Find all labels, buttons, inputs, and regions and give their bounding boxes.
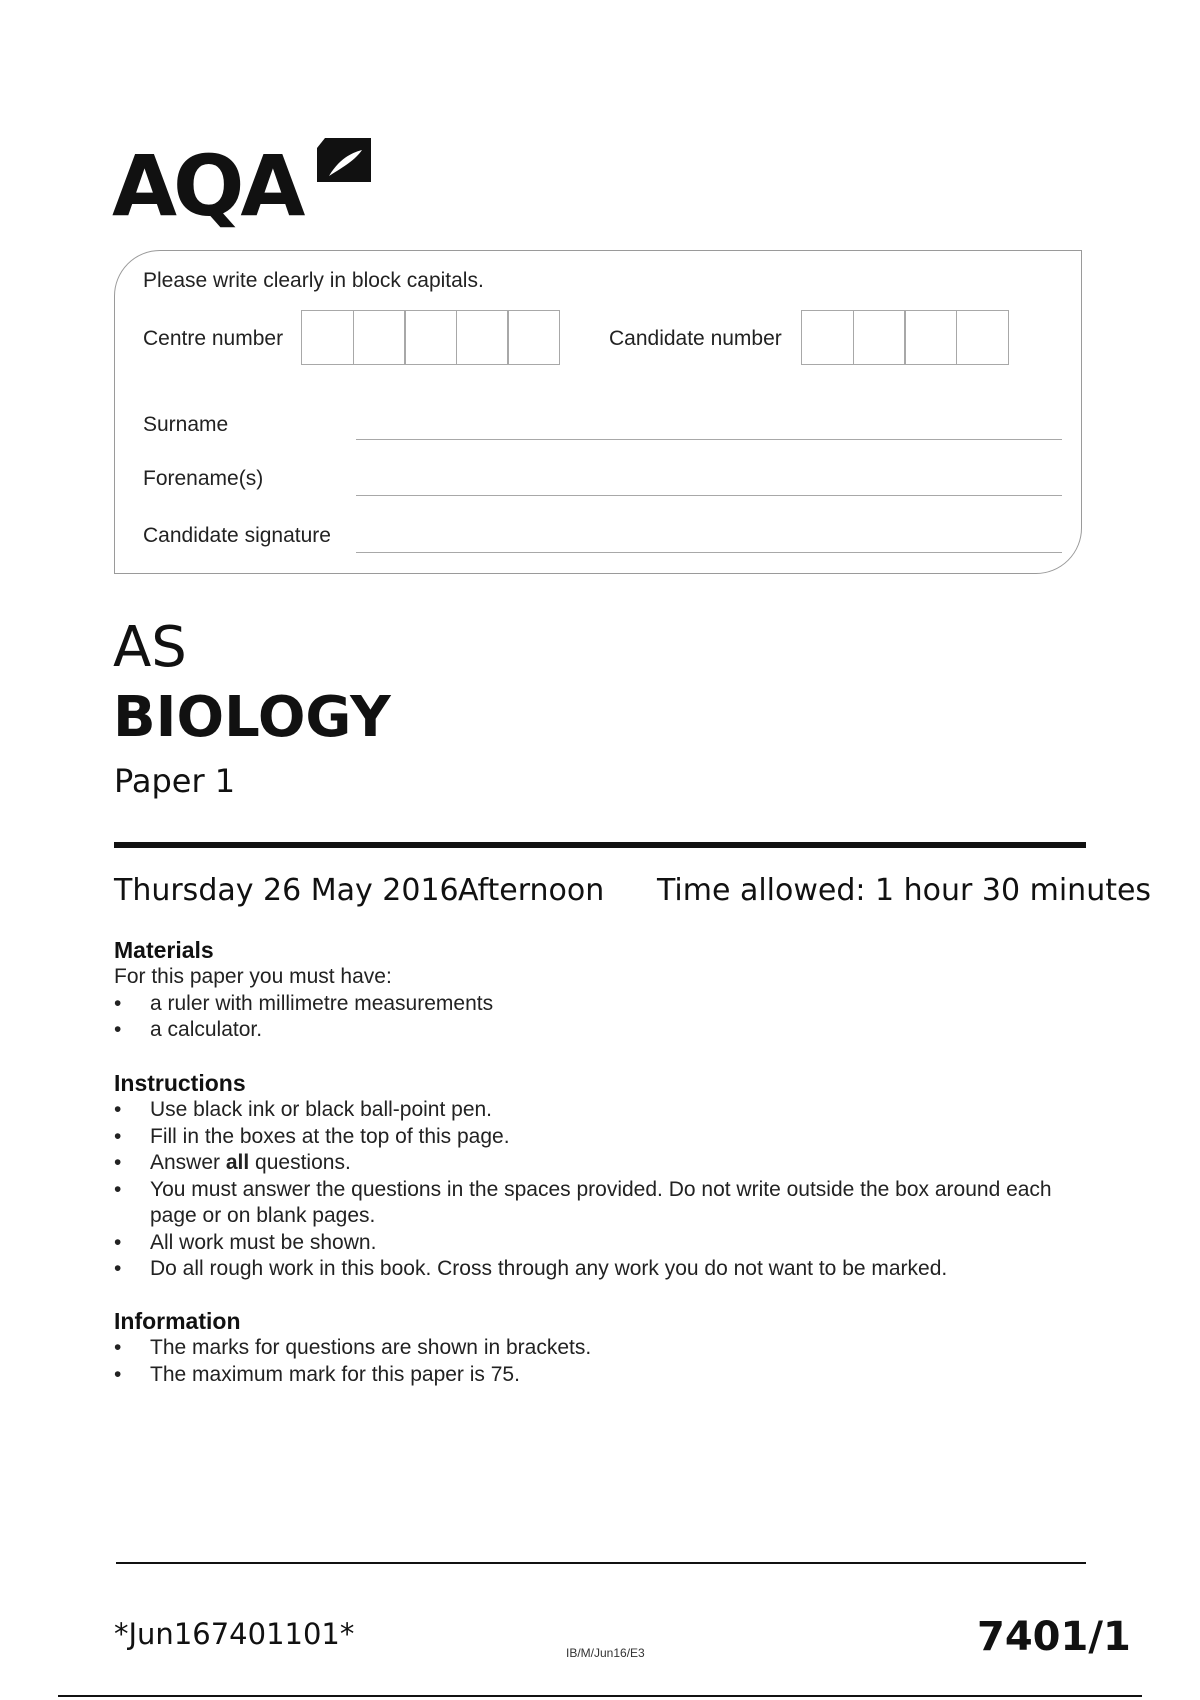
list-item: • a calculator. — [114, 1017, 1074, 1044]
centre-number-digit-box[interactable] — [301, 310, 354, 365]
candidate-number-label: Candidate number — [609, 327, 782, 350]
forenames-label: Forename(s) — [143, 467, 264, 490]
list-item: • You must answer the questions in the spaces provided. Do not write outside the box around each page or on blank pages. — [114, 1177, 1074, 1230]
exam-session: Afternoon — [458, 873, 605, 908]
signature-label: Candidate signature — [143, 524, 331, 547]
document-reference: IB/M/Jun16/E3 — [566, 1646, 645, 1660]
candidate-number-digit-box[interactable] — [801, 310, 854, 365]
forenames-line[interactable] — [356, 495, 1062, 496]
paper-code: 7401/1 — [977, 1614, 1131, 1660]
list-item: • Do all rough work in this book. Cross through any work you do not want to be marked. — [114, 1256, 1074, 1283]
time-allowed: Time allowed: 1 hour 30 minutes — [657, 873, 1152, 908]
paper-title: Paper 1 — [114, 762, 236, 800]
centre-number-digit-box[interactable] — [404, 310, 457, 365]
list-item: • Fill in the boxes at the top of this page. — [114, 1124, 1074, 1151]
centre-number-digit-box[interactable] — [456, 310, 509, 365]
instructions-list — [114, 1097, 1074, 1283]
surname-label: Surname — [143, 413, 229, 436]
materials-intro: For this paper you must have: — [114, 965, 392, 988]
materials-heading: Materials — [114, 937, 214, 963]
list-item: • a ruler with millimetre measurements — [114, 991, 1074, 1018]
instructions-section — [114, 1069, 1074, 1283]
bottom-rule — [58, 1695, 1142, 1697]
exam-date: Thursday 26 May 2016 — [114, 873, 459, 908]
candidate-number-digit-box[interactable] — [904, 310, 957, 365]
information-list — [114, 1335, 1074, 1388]
aqa-leaf-icon — [315, 136, 373, 194]
signature-line[interactable] — [356, 552, 1062, 553]
candidate-number-digit-box[interactable] — [853, 310, 906, 365]
candidate-number-boxes — [801, 310, 1007, 367]
materials-list — [114, 991, 1074, 1044]
answer-all-suffix: questions. — [249, 1151, 351, 1174]
list-item — [114, 1150, 1074, 1177]
answer-all-prefix: Answer — [150, 1151, 226, 1174]
list-item: • The maximum mark for this paper is 75. — [114, 1362, 1074, 1389]
centre-number-digit-box[interactable] — [353, 310, 406, 365]
barcode-text: *Jun167401101* — [114, 1617, 355, 1651]
list-item: • All work must be shown. — [114, 1230, 1074, 1257]
title-divider — [114, 842, 1086, 848]
surname-line[interactable] — [356, 439, 1062, 440]
instructions-heading: Instructions — [114, 1070, 246, 1096]
centre-number-digit-box[interactable] — [507, 310, 560, 365]
block-capitals-instruction: Please write clearly in block capitals. — [143, 269, 484, 292]
footer-divider — [116, 1562, 1086, 1564]
qualification-level: AS — [113, 615, 187, 680]
aqa-logo — [112, 136, 382, 235]
answer-all-emphasis: all — [225, 1151, 250, 1174]
candidate-number-digit-box[interactable] — [956, 310, 1009, 365]
information-heading: Information — [114, 1308, 241, 1334]
subject-title: BIOLOGY — [113, 685, 391, 750]
information-section — [114, 1307, 1074, 1388]
materials-section — [114, 936, 1074, 1044]
list-item: • Use black ink or black ball-point pen. — [114, 1097, 1074, 1124]
list-item: • The marks for questions are shown in brackets. — [114, 1335, 1074, 1362]
centre-number-label: Centre number — [143, 327, 284, 350]
centre-number-boxes — [301, 310, 559, 367]
aqa-logo-text: AQA — [112, 137, 302, 235]
